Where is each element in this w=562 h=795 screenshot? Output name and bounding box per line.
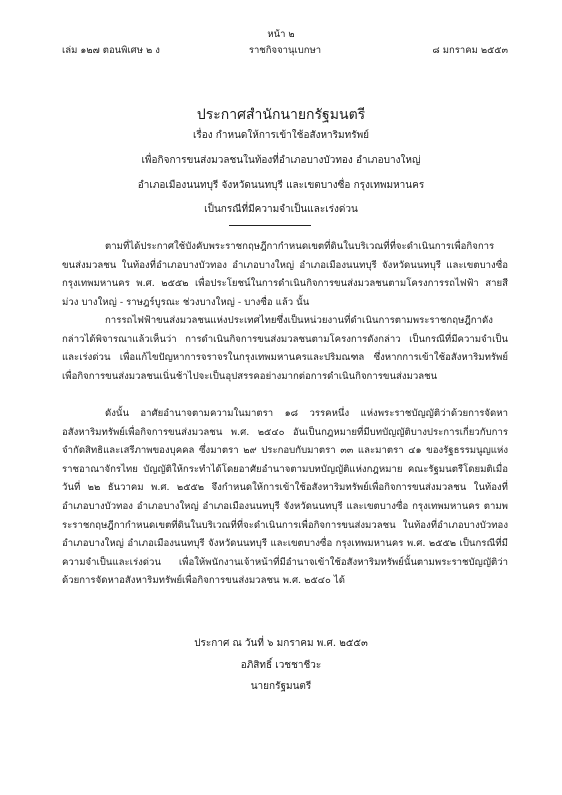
publication-name: ราชกิจจานุเบกษา [248,45,322,56]
signatory-position: นายกรัฐมนตรี [250,681,312,692]
page-number: หน้า ๒ [267,29,295,40]
signatory-name: อภิสิทธิ์ เวชชาชีวะ [240,660,322,671]
subject-line-4: เป็นกรณีที่มีความจำเป็นและเร่งด่วน [204,204,358,215]
announcement-title: ประกาศสำนักนายกรัฐมนตรี [196,107,366,123]
paragraph-3: ดังนั้น อาศัยอำนาจตามความในมาตรา ๑๘ วรรคหนึ่ง แห่งพระราชบัญญัติว่าด้วยการจัดหาอสังหาริมทรัพย์เพื่อกิจการขนส่งมวลชน พ.ศ. ๒๕๔๐ อันเป็นกฎหมายที่มีบทบัญญัติบางประการเกี่ยวกับการจำกัดสิทธิและเสรีภาพของบุคคล ซึ่งมาตรา ๒๙ ประกอบกับมาตรา ๓๓ และมาตรา ๔๑ ของรัฐธรรมนูญแห่งราชอาณาจักรไทย บัญญัติให้กระทำได้โดยอาศัยอำนาจตามบทบัญญัติแห่งกฎหมาย คณะรัฐมนตรีโดยมติเมื่อวันที่ ๒๒ ธันวาคม พ.ศ. ๒๕๕๒ จึงกำหนดให้การเข้าใช้อสังหาริมทรัพย์เพื่อกิจการขนส่งมวลชน ในท้องที่อำเภอบางบัวทอง อำเภอบางใหญ่ อำเภอเมืองนนทบุรี จังหวัดนนทบุรี และเขตบางซื่อ กรุงเทพมหานคร ตามพระราชกฤษฎีกากำหนดเขตที่ดินในบริเวณที่ที่จะดำเนินการเพื่อกิจการขนส่งมวลชน ในท้องที่อำเภอบางบัวทอง อำเภอบางใหญ่ อำเภอเมืองนนทบุรี จังหวัดนนทบุรี และเขตบางซื่อ กรุงเทพมหานคร พ.ศ. ๒๕๕๒ เป็นกรณีที่มีความจำเป็นและเร่งด่วน เพื่อให้พนักงานเจ้าหน้าที่มีอำนาจเข้าใช้อสังหาริมทรัพย์นั้นตามพระราชบัญญัติว่าด้วยการจัดหาอสังหาริมทรัพย์เพื่อกิจการขนส่งมวลชน พ.ศ. ๒๕๔๐ ได้ [62,408,508,587]
title-divider [229,225,311,226]
paragraph-1: ตามที่ได้ประกาศใช้บังคับพระราชกฤษฎีกากำหนดเขตที่ดินในบริเวณที่ที่จะดำเนินการเพื่อกิจการขนส่งมวลชน ในท้องที่อำเภอบางบัวทอง อำเภอบางใหญ่ อำเภอเมืองนนทบุรี จังหวัดนนทบุรี และเขตบางซื่อ กรุงเทพมหานคร พ.ศ. ๒๕๕๒ เพื่อประโยชน์ในการดำเนินกิจการขนส่งมวลชนตามโครงการรถไฟฟ้า สายสีม่วง บางใหญ่ - ราษฎร์บูรณะ ช่วงบางใหญ่ - บางซื่อ แล้ว นั้น [62,241,508,308]
subject-line-3: อำเภอเมืองนนทบุรี จังหวัดนนทบุรี และเขตบางซื่อ กรุงเทพมหานคร [137,180,425,191]
paragraph-3-block [62,405,508,591]
paragraph-2-block [62,312,508,386]
paragraph-2: การรถไฟฟ้าขนส่งมวลชนแห่งประเทศไทยซึ่งเป็นหน่วยงานที่ดำเนินการตามพระราชกฤษฎีกาดังกล่าวได้พิจารณาแล้วเห็นว่า การดำเนินกิจการขนส่งมวลชนตามโครงการดังกล่าว เป็นกรณีที่มีความจำเป็นและเร่งด่วน เพื่อแก้ไขปัญหาการจราจรในกรุงเทพมหานครและปริมณฑล ซึ่งหากการเข้าใช้อสังหาริมทรัพย์เพื่อกิจการขนส่งมวลชนเนิ่นช้าไปจะเป็นอุปสรรคอย่างมากต่อการดำเนินกิจการขนส่งมวลชน [62,315,508,382]
paragraph-1-block [62,238,508,312]
signature-date: ประกาศ ณ วันที่ ๖ มกราคม พ.ศ. ๒๕๕๓ [194,638,368,649]
subject-line-2: เพื่อกิจการขนส่งมวลชนในท้องที่อำเภอบางบัวทอง อำเภอบางใหญ่ [141,155,421,166]
subject-line-1: เรื่อง กำหนดให้การเข้าใช้อสังหาริมทรัพย์ [192,130,370,141]
publication-date: ๘ มกราคม ๒๕๕๓ [432,45,508,56]
volume-info: เล่ม ๑๒๗ ตอนพิเศษ ๒ ง [62,45,160,56]
